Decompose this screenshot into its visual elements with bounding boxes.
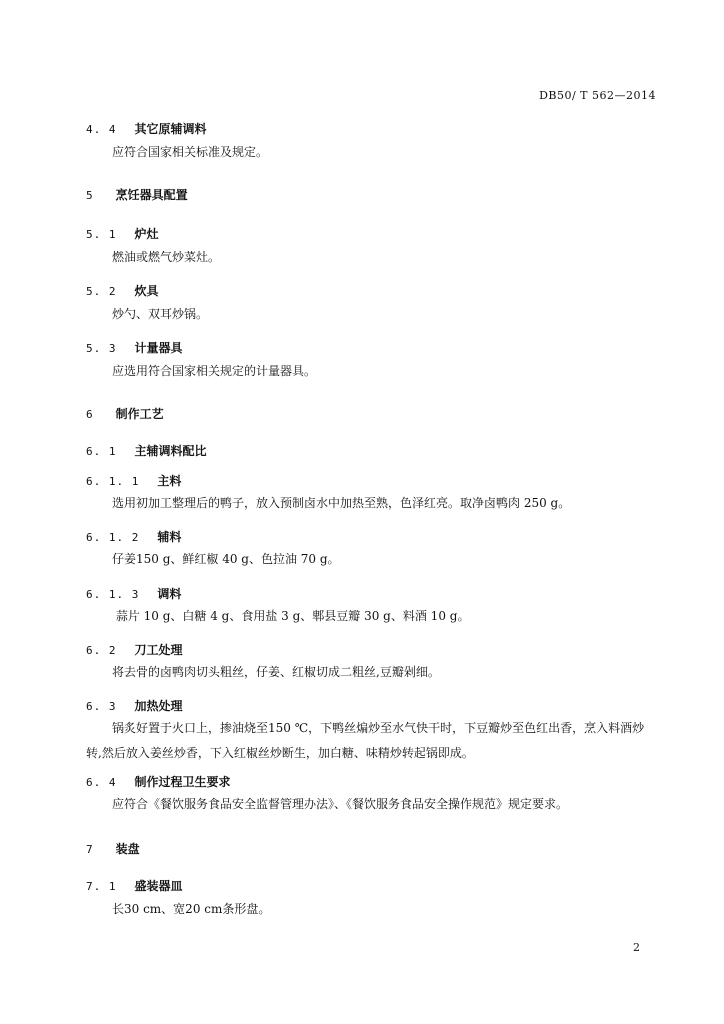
section-heading: [86, 877, 183, 894]
section-title: 主辅调料配比: [134, 444, 207, 458]
section-title: 炊具: [134, 284, 159, 298]
section-heading: [86, 697, 183, 714]
section-heading: [86, 773, 231, 790]
section-number: 6. 2: [86, 644, 117, 657]
paragraph-text: 炒勺、双耳炒锅。: [112, 307, 209, 321]
section-heading: [86, 282, 159, 299]
section-heading: [86, 585, 181, 602]
paragraph: [86, 716, 656, 766]
paragraph: [86, 302, 656, 327]
section-heading: [86, 472, 181, 489]
section-number: 4. 4: [86, 123, 117, 136]
paragraph-text: 选用初加工整理后的鸭子，放入预制卤水中加热至熟，色泽红亮。取净卤鸭肉 250 g。: [112, 496, 571, 510]
section-number: 6. 1. 3: [86, 588, 140, 601]
section-title: 炉灶: [134, 227, 159, 241]
paragraph: [86, 245, 656, 270]
document-code-header: DB50/ T 562—2014: [539, 89, 656, 102]
section-number: 5: [86, 189, 94, 202]
paragraph-text: 燃油或燃气炒菜灶。: [112, 250, 221, 264]
section-heading: [86, 840, 140, 857]
section-number: 6. 3: [86, 700, 117, 713]
section-title: 装盘: [115, 842, 140, 856]
section-title: 辅料: [157, 530, 182, 544]
paragraph-text: 将去骨的卤鸭肉切头粗丝，仔姜、红椒切成二粗丝,豆瓣剁细。: [112, 665, 440, 679]
paragraph-text: 应符合《餐饮服务食品安全监督管理办法》、《餐饮服务食品安全操作规范》规定要求。: [112, 797, 569, 811]
section-title: 制作工艺: [115, 407, 164, 421]
section-title: 烹饪器具配置: [115, 188, 188, 202]
section-heading: [86, 528, 181, 545]
paragraph: [86, 660, 656, 685]
section-heading: [86, 442, 207, 459]
paragraph: [86, 359, 656, 384]
section-title: 其它原辅调料: [134, 122, 207, 136]
section-title: 加热处理: [134, 699, 183, 713]
section-number: 6. 4: [86, 776, 117, 789]
section-title: 制作过程卫生要求: [134, 775, 231, 789]
paragraph: [86, 604, 656, 629]
section-heading: [86, 225, 159, 242]
paragraph-text: 应选用符合国家相关规定的计量器具。: [112, 364, 317, 378]
paragraph: [86, 792, 656, 817]
section-title: 调料: [157, 587, 182, 601]
section-number: 7: [86, 843, 94, 856]
page-number: 2: [633, 941, 640, 954]
paragraph-text: 应符合国家相关标准及规定。: [112, 145, 269, 159]
paragraph: [86, 547, 656, 572]
section-number: 6. 1. 1: [86, 475, 140, 488]
section-title: 计量器具: [134, 341, 183, 355]
section-number: 7. 1: [86, 880, 117, 893]
section-heading: [86, 120, 207, 137]
section-heading: [86, 339, 183, 356]
section-heading: [86, 641, 183, 658]
section-heading: [86, 405, 164, 422]
section-heading: [86, 186, 188, 203]
section-number: 5. 1: [86, 228, 117, 241]
section-number: 5. 3: [86, 342, 117, 355]
paragraph: [86, 140, 656, 165]
section-number: 5. 2: [86, 285, 117, 298]
paragraph-text: 仔姜150 g、鲜红椒 40 g、色拉油 70 g。: [112, 552, 340, 566]
paragraph: [86, 491, 656, 516]
section-title: 刀工处理: [134, 643, 183, 657]
paragraph: [86, 897, 656, 922]
section-title: 盛装器皿: [134, 879, 183, 893]
paragraph-text: 锅炙好置于火口上，掺油烧至150 ℃，下鸭丝煸炒至水气快干时，下豆瓣炒至色红出香，烹入料酒炒转,然后放入姜丝炒香，下入红椒丝炒断生，加白糖、味精炒转起锅即成。: [86, 721, 645, 760]
section-number: 6. 1. 2: [86, 531, 140, 544]
paragraph-text: 长30 cm、宽20 cm条形盘。: [112, 902, 271, 916]
section-number: 6. 1: [86, 445, 117, 458]
section-number: 6: [86, 408, 94, 421]
paragraph-text: 蒜片 10 g、白糖 4 g、食用盐 3 g、郫县豆瓣 30 g、料酒 10 g。: [112, 609, 470, 623]
section-title: 主料: [157, 474, 182, 488]
